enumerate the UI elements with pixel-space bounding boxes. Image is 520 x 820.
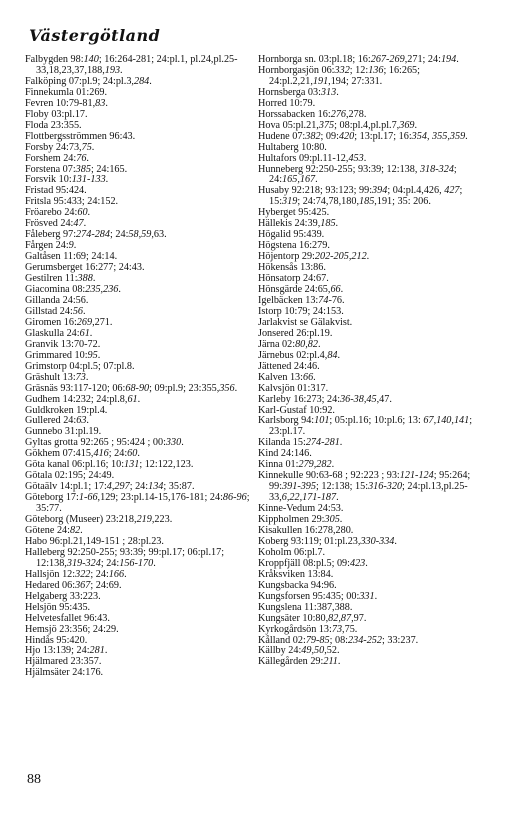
index-entry: Grimstorp 04:pl.5; 07:pl.8. — [25, 360, 135, 372]
index-entry: Högalid 95:439. — [258, 229, 325, 241]
index-entry: Järnebus 02:pl.4,84. — [258, 349, 341, 361]
page-heading: Västergötland — [29, 26, 161, 45]
index-entry: Gunnebo 31:pl.19. — [25, 426, 102, 438]
index-entry: Horred 10:79. — [258, 97, 316, 109]
page-number: 88 — [27, 772, 41, 787]
index-entry: Hökensås 13:86. — [258, 262, 326, 274]
index-entry: Hemsjö 23:356; 24:29. — [25, 623, 119, 635]
index-entry: Källby 24:49,50,52. — [258, 645, 340, 657]
index-entry: Gräshult 13:73. — [25, 371, 89, 383]
index-entry: Kråksviken 13:84. — [258, 568, 334, 580]
index-entry: Jonsered 26:pl.19. — [258, 327, 333, 339]
index-entry: Forstena 07:385; 24:165. — [25, 163, 128, 175]
index-entry: Galtåsen 11:69; 24:14. — [25, 251, 118, 263]
index-entry: Karleby 16:273; 24:36-38,45,47. — [258, 393, 392, 405]
index-entry: Halleberg 92:250-255; 93:39; 99:pl.17; 06:pl.17; 12:138,319-324; 24:156-170. — [25, 546, 225, 569]
index-entry: Habo 96:pl.21,149-151 ; 28:pl.23. — [25, 535, 164, 547]
index-entry: Koholm 06:pl.7. — [258, 546, 326, 558]
index-entry: Kalvsjön 01:317. — [258, 382, 329, 394]
index-entry: Karlsborg 94:101; 05:pl.16; 10:pl.6; 13: 67,140,141; 23:pl.17. — [258, 415, 473, 438]
index-entry: Flottbergsströmmen 96:43. — [25, 130, 136, 142]
index-entry: Kippholmen 29:305. — [258, 514, 343, 526]
index-entry: Hjälmsäter 24:176. — [25, 667, 104, 679]
index-entry: Kinne-Vedum 24:53. — [258, 503, 344, 515]
index-entry: Höjentorp 29:202-205,212. — [258, 251, 370, 263]
index-entry: Fritsla 95:433; 24:152. — [25, 196, 119, 208]
index-entry: Hönsgärde 24:65,66. — [258, 284, 344, 296]
index-entry: Kinnekulle 90:63-68 ; 92:223 ; 93:121-124; 95:264; 99:391-395; 12:138; 15:316-320; 24:pl.13,pl.25-33,6,22,171-187. — [258, 470, 471, 504]
index-entry: Gökhem 07:415,416; 24:60. — [25, 448, 140, 460]
index-entry: Fårgen 24:9. — [25, 240, 77, 252]
index-entry: Forshem 24:76. — [25, 152, 89, 164]
index-entry: Kålland 02:79-85; 08:234-252; 33:237. — [258, 634, 419, 646]
index-entry: Kinna 01:279,282. — [258, 459, 335, 471]
index-entry: Forsvik 10:131-133. — [25, 174, 109, 186]
index-entry: Gräsnäs 93:117-120; 06:68-90; 09:pl.9; 23:355,356. — [25, 382, 238, 394]
index-entry: Hornsberga 03:313. — [258, 86, 339, 98]
index-entry: Helgaberg 33:223. — [25, 590, 101, 602]
index-entry: Hornborgasjön 06:332; 12:136; 16:265; 24:pl.2,21,191,194; 27:331. — [258, 64, 420, 87]
index-entry: Gyltas grotta 92:265 ; 95:424 ; 00:330. — [25, 437, 184, 449]
index-entry: Järna 02:80,82. — [258, 338, 321, 350]
index-entry: Högstena 16:279. — [258, 240, 330, 252]
index-entry: Helsjön 95:435. — [25, 601, 91, 613]
index-entry: Hjo 13:139; 24:281. — [25, 645, 108, 657]
index-entry: Hornborga sn. 03:pl.18; 16:267-269,271; 24:194. — [258, 54, 459, 65]
index-entry: Kungslena 11:387,388. — [258, 601, 353, 613]
index-entry: Frösved 24:47. — [25, 218, 87, 230]
index-entry: Hallsjön 12:322; 24:166. — [25, 568, 127, 580]
index-entry: Hudene 07:382; 09:420; 13:pl.17; 16:354, 355,359. — [258, 130, 468, 142]
index-entry: Källegården 29:211. — [258, 656, 341, 668]
index-entry: Gullered 24:63. — [25, 415, 89, 427]
index-entry: Granvik 13:70-72. — [25, 338, 101, 350]
index-entry: Igelbäcken 13:74-76. — [258, 294, 345, 306]
index-entry: Fåleberg 97:274-284; 24:58,59,63. — [25, 229, 167, 241]
index-entry: Helvetesfallet 96:43. — [25, 612, 110, 624]
index-entry: Kind 24:146. — [258, 448, 312, 460]
index-entry: Jarlakvist se Gälakvist. — [258, 316, 353, 328]
index-entry: Istorp 10:79; 24:153. — [258, 305, 344, 317]
index-entry: Karl-Gustaf 10:92. — [258, 404, 335, 416]
index-entry: Grimmared 10:95. — [25, 349, 101, 361]
index-entry: Hultaberg 10:80. — [258, 141, 327, 153]
index-entry: Hunneberg 92:250-255; 93:39; 12:138, 318-324; 24:165,167. — [258, 163, 457, 186]
index-entry: Kalven 13:66. — [258, 371, 316, 383]
index-entry: Gestilren 11:388. — [25, 273, 96, 285]
index-entry: Hyberget 95:425. — [258, 207, 330, 219]
index-entry: Kungsforsen 95:435; 00:331. — [258, 590, 378, 602]
index-entry: Hultafors 09:pl.11-12,453. — [258, 152, 367, 164]
index-entry: Giromen 16:269,271. — [25, 316, 113, 328]
index-entry: Falbygden 98:140; 16:264-281; 24:pl.1, pl.24,pl.25-33,18,23,37,188,193. — [25, 54, 238, 76]
index-entry: Glaskulla 24:61. — [25, 327, 93, 339]
index-entry: Gillstad 24:56. — [25, 305, 86, 317]
index-entry: Koberg 93:119; 01:pl.23,330-334. — [258, 535, 397, 547]
index-entry: Hova 05:pl.21,375; 08:pl.4,pl.pl.7,369. — [258, 119, 418, 131]
index-entry: Horssabacken 16:276,278. — [258, 108, 367, 120]
index-entry: Husaby 92:218; 93:123; 99:394; 04:pl.4,426, 427; 15:319; 24:74,78,180,185,191; 35: 206. — [258, 185, 463, 208]
index-entry: Hällekis 24:39,185. — [258, 218, 339, 230]
index-entry: Göta kanal 06:pl.16; 10:131; 12:122,123. — [25, 459, 194, 471]
index-entry: Göteborg 17:1-66,129; 23:pl.14-15,176-181; 24:86-96; 35:77. — [25, 492, 250, 515]
index-entry: Hindås 95:420. — [25, 634, 88, 646]
index-entry: Götala 02:195; 24:49. — [25, 470, 115, 482]
index-entry: Göteborg (Museer) 23:218,219,223. — [25, 514, 173, 526]
index-entry: Kyrkogårdsön 13:73,75. — [258, 623, 358, 635]
index-entry: Hönsatorp 24:67. — [258, 273, 329, 285]
index-entry: Kilanda 15:274-281. — [258, 437, 343, 449]
index-entry: Hedared 06:367; 24:69. — [25, 579, 122, 591]
index-entry: Hjälmared 23:357. — [25, 656, 102, 668]
index-entry: Guldkroken 19:pl.4. — [25, 404, 108, 416]
index-entry: Kungsbacka 94:96. — [258, 579, 337, 591]
index-entry: Jättened 24:46. — [258, 360, 320, 372]
index-entry: Fröarebo 24:60. — [25, 207, 91, 219]
index-entry: Giacomina 08:235,236. — [25, 284, 121, 296]
index-entry: Götene 24:82. — [25, 524, 83, 536]
index-entry: Falköping 07:pl.9; 24:pl.3,284. — [25, 75, 152, 87]
index-entry: Kroppfjäll 08:pl.5; 09:423. — [258, 557, 368, 569]
index-entry: Forsby 24:73,75. — [25, 141, 95, 153]
index-entry: Götaälv 14:pl.1; 17:4,297; 24:134; 35:87. — [25, 481, 195, 493]
index-entry: Gillanda 24:56. — [25, 294, 89, 306]
index-entry: Floby 03:pl.17. — [25, 108, 88, 120]
index-entry: Finnekumla 01:269. — [25, 86, 108, 98]
index-entry: Kungsäter 10:80,82,87,97. — [258, 612, 367, 624]
index-column-right — [258, 55, 494, 668]
index-entry: Floda 23:355. — [25, 119, 82, 131]
index-entry: Kisakullen 16:278,280. — [258, 524, 354, 536]
index-entry: Gudhem 14:232; 24:pl.8,61. — [25, 393, 141, 405]
index-entry: Gerumsberget 16:277; 24:43. — [25, 262, 145, 274]
index-column-left — [25, 55, 261, 679]
index-entry: Fevren 10:79-81,83. — [25, 97, 108, 109]
index-entry: Fristad 95:424. — [25, 185, 87, 197]
